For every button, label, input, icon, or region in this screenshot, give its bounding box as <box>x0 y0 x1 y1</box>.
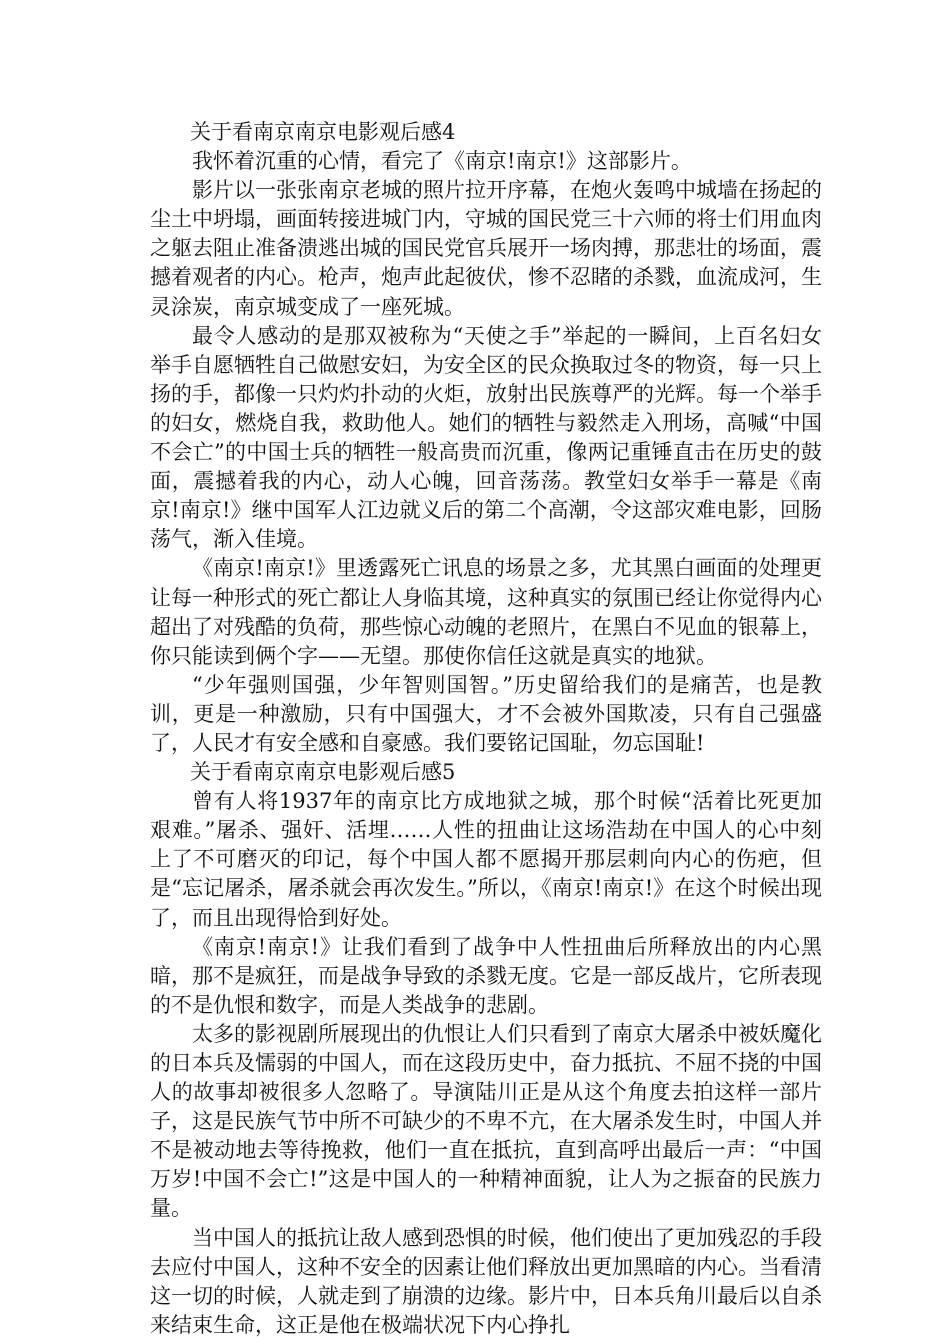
paragraph: 我怀着沉重的心情，看完了《南京!南京!》这部影片。 <box>192 149 692 174</box>
paragraph: 太多的影视剧所展现出的仇恨让人们只看到了南京大屠杀中被妖魔化的日本兵及懦弱的中国人，而在这段历史中，奋力抵抗、不屈不挠的中国人的故事却被很多人忽略了。导演陆川正是从这个角度去拍这样一部片子，这是民族气节中所不可缺少的不卑不亢，在大屠杀发生时，中国人并不是被动地去等待挽救，他们一直在抵抗，直到高呼出最后一声：“中国万岁!中国不会亡!”这是中国人的一种精神面貌，让人为之振奋的民族力量。 <box>150 1021 822 1221</box>
paragraph: 《南京!南京!》里透露死亡讯息的场景之多，尤其黑白画面的处理更让每一种形式的死亡都让人身临其境，这种真实的氛围已经让你觉得内心超出了对残酷的负荷，那些惊心动魄的老照片，在黑白不见血的银幕上，你只能读到俩个字——无望。那使你信任这就是真实的地狱。 <box>150 556 822 668</box>
paragraph: 《南京!南京!》让我们看到了战争中人性扭曲后所释放出的内心黑暗，那不是疯狂，而是战争导致的杀戮无度。它是一部反战片，它所表现的不是仇恨和数字，而是人类战争的悲剧。 <box>150 934 822 1017</box>
paragraph: “少年强则国强，少年智则国智。”历史留给我们的是痛苦，也是教训，更是一种激励，只有中国强大，才不会被外国欺凌，只有自己强盛了，人民才有安全感和自豪感。我们要铭记国耻，勿忘国耻! <box>150 672 822 755</box>
paragraph: 当中国人的抵抗让敌人感到恐惧的时候，他们使出了更加残忍的手段去应付中国人，这种不安全的因素让他们释放出更加黑暗的内心。当看清这一切的时候，人就走到了崩溃的边缘。影片中，日本兵角川最后以自杀来结束生命，这正是他在极端状况下内心挣扎 <box>150 1225 822 1337</box>
paragraph: 最令人感动的是那双被称为“天使之手”举起的一瞬间，上百名妇女举手自愿牺牲自己做慰安妇，为安全区的民众换取过冬的物资，每一只上扬的手，都像一只灼灼扑动的火炬，放射出民族尊严的光辉。每一个举手的妇女，燃烧自我，救助他人。她们的牺牲与毅然走入刑场，高喊“中国不会亡”的中国士兵的牺牲一般高贵而沉重，像两记重锤直击在历史的鼓面，震撼着我的内心，动人心魄，回音荡荡。教堂妇女举手一幕是《南京!南京!》继中国军人江边就义后的第二个高潮，令这部灾难电影，回肠荡气，渐入佳境。 <box>150 323 822 552</box>
section-heading-5: 关于看南京南京电影观后感5 <box>190 760 456 785</box>
paragraph: 影片以一张张南京老城的照片拉开序幕，在炮火轰鸣中城墙在扬起的尘土中坍塌，画面转接进城门内，守城的国民党三十六师的将士们用血肉之躯去阻止准备溃逃出城的国民党官兵展开一场肉搏，那悲壮的场面，震撼着观者的内心。枪声，炮声此起彼伏，惨不忍睹的杀戮，血流成河，生灵涂炭，南京城变成了一座死城。 <box>150 178 822 319</box>
paragraph: 曾有人将1937年的南京比方成地狱之城，那个时候“活着比死更加艰难。”屠杀、强奸、活埋……人性的扭曲让这场浩劫在中国人的心中刻上了不可磨灭的印记，每个中国人都不愿揭开那层刺向内心的伤疤，但是“忘记屠杀，屠杀就会再次发生。”所以，《南京!南京!》在这个时候出现了，而且出现得恰到好处。 <box>150 789 822 930</box>
document-body <box>150 118 822 1340</box>
section-heading-4: 关于看南京南京电影观后感4 <box>190 120 456 144</box>
